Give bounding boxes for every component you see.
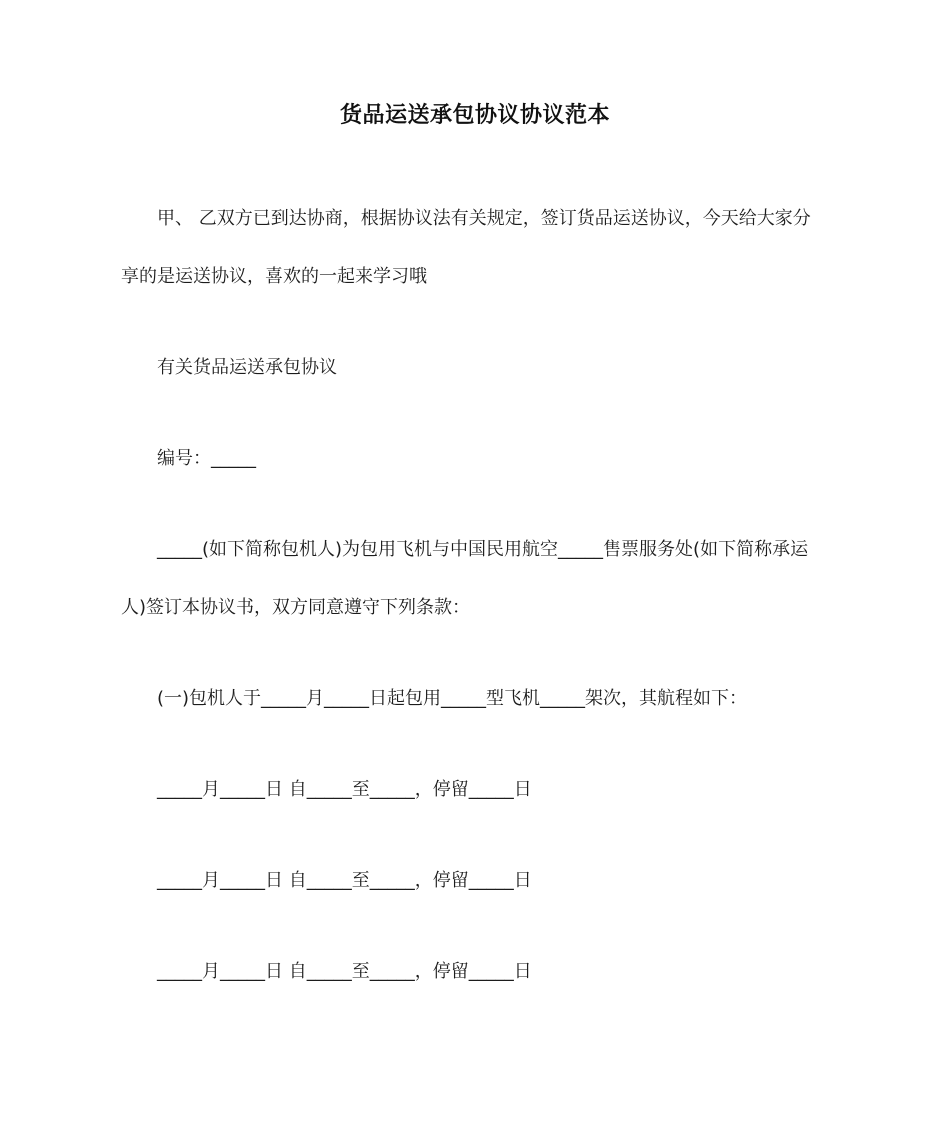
paragraph-intro-line-1: 甲、 乙双方已到达协商，根据协议法有关规定，签订货品运送协议，今天给大家分 <box>157 208 811 229</box>
itinerary-line-3: _____月_____日 自_____至_____，停留_____日 <box>157 961 532 982</box>
parties-paragraph-line-1: _____(如下简称包机人)为包用飞机与中国民用航空_____售票服务处(如下简称承运 <box>157 539 809 560</box>
clause-one-line: (一)包机人于_____月_____日起包用_____型飞机_____架次，其航程如下： <box>157 688 748 709</box>
parties-paragraph-line-2: 人)签订本协议书，双方同意遵守下列条款： <box>121 597 471 618</box>
contract-number-line: 编号：_____ <box>157 448 256 469</box>
itinerary-line-1: _____月_____日 自_____至_____，停留_____日 <box>157 779 532 800</box>
paragraph-intro-line-2: 享的是运送协议，喜欢的一起来学习哦 <box>121 266 427 287</box>
document-title: 货品运送承包协议协议范本 <box>339 103 610 128</box>
itinerary-line-2: _____月_____日 自_____至_____，停留_____日 <box>157 870 532 891</box>
section-heading: 有关货品运送承包协议 <box>157 357 337 378</box>
